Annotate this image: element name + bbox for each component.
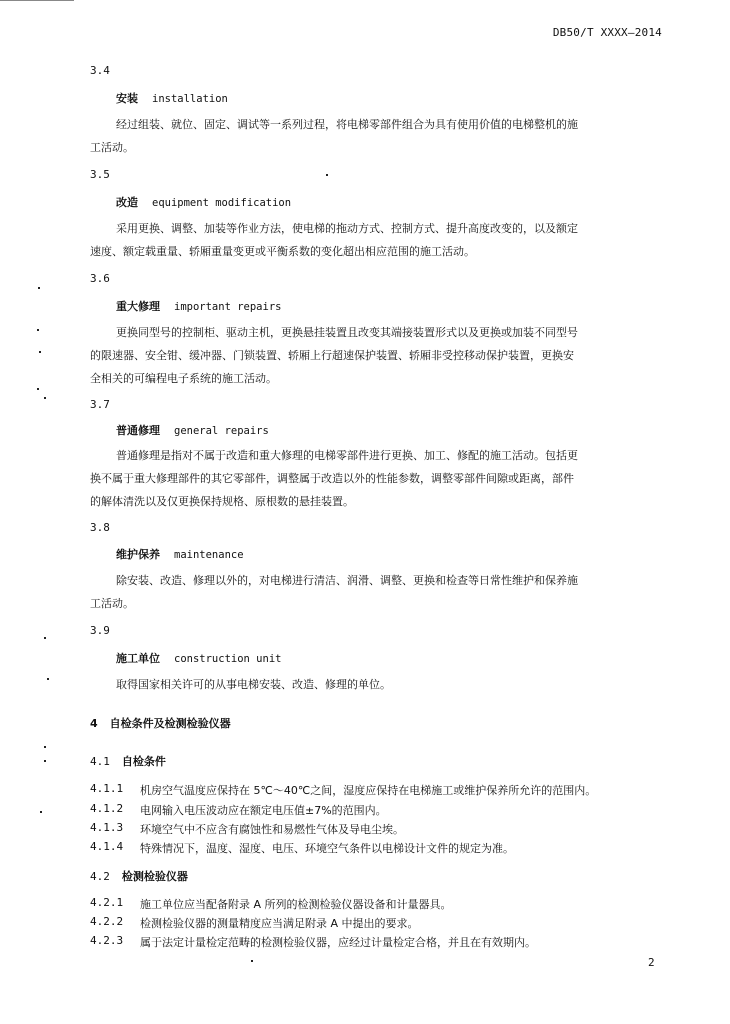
section-number: 3.6 <box>90 272 110 285</box>
item-text: 环境空气中不应含有腐蚀性和易燃性气体及导电尘埃。 <box>140 823 404 836</box>
paragraph-line: 的解体清洗以及仅更换保持规格、原根数的悬挂装置。 <box>90 495 354 508</box>
item-text: 检测检验仪器的测量精度应当满足附录 A 中提出的要求。 <box>140 917 419 930</box>
chapter-number: 4 <box>90 717 98 730</box>
subsection-heading <box>90 868 188 884</box>
subsection-title: 自检条件 <box>121 755 166 768</box>
scan-speck <box>44 746 46 748</box>
paragraph-line: 取得国家相关许可的从事电梯安装、改造、修理的单位。 <box>116 678 391 691</box>
term-en: general repairs <box>174 425 269 437</box>
scan-speck <box>38 287 40 289</box>
scan-speck <box>326 174 328 176</box>
term-cn: 维护保养 <box>116 548 160 561</box>
item-number: 4.2.1 <box>90 896 124 909</box>
scan-speck <box>37 329 39 331</box>
top-rule <box>0 0 74 1</box>
scan-speck <box>39 351 41 353</box>
item-number: 4.2.2 <box>90 915 124 928</box>
subsection-heading <box>90 753 166 769</box>
term-cn: 普通修理 <box>116 424 160 437</box>
scan-speck <box>37 388 39 390</box>
paragraph-line: 速度、额定载重量、轿厢重量变更或平衡系数的变化超出相应范围的施工活动。 <box>90 245 475 258</box>
scan-speck <box>47 678 49 680</box>
paragraph-line: 更换同型号的控制柜、驱动主机，更换悬挂装置且改变其端接装置形式以及更换或加装不同型号 <box>116 326 578 339</box>
subsection-number: 4.1 <box>90 755 110 768</box>
paragraph-line: 工活动。 <box>90 141 134 154</box>
paragraph-line: 除安装、改造、修理以外的，对电梯进行清洁、润滑、调整、更换和检查等日常性维护和保养施 <box>116 574 578 587</box>
term-heading <box>116 298 281 314</box>
scan-speck <box>40 811 42 813</box>
item-text: 施工单位应当配备附录 A 所列的检测检验仪器设备和计量器具。 <box>140 898 452 911</box>
paragraph-line: 经过组装、就位、固定、调试等一系列过程，将电梯零部件组合为具有使用价值的电梯整机的施 <box>116 118 578 131</box>
term-en: maintenance <box>174 549 244 561</box>
term-en: installation <box>152 93 228 105</box>
paragraph-line: 采用更换、调整、加装等作业方法，使电梯的拖动方式、控制方式、提升高度改变的，以及额定 <box>116 222 578 235</box>
term-heading <box>116 194 291 210</box>
item-number: 4.1.3 <box>90 821 124 834</box>
term-heading <box>116 90 228 106</box>
section-number: 3.9 <box>90 624 110 637</box>
paragraph-line: 普通修理是指对不属于改造和重大修理的电梯零部件进行更换、加工、修配的施工活动。包括更 <box>116 449 578 462</box>
subsection-number: 4.2 <box>90 870 110 883</box>
term-en: equipment modification <box>152 197 292 209</box>
term-en: construction unit <box>174 653 282 665</box>
section-number: 3.7 <box>90 398 110 411</box>
item-text: 特殊情况下，温度、湿度、电压、环境空气条件以电梯设计文件的规定为准。 <box>140 842 514 855</box>
paragraph-line: 的限速器、安全钳、缓冲器、门锁装置、轿厢上行超速保护装置、轿厢非受控移动保护装置，更换安 <box>90 349 574 362</box>
section-number: 3.4 <box>90 64 110 77</box>
section-number: 3.8 <box>90 521 110 534</box>
scan-speck <box>44 397 46 399</box>
page-number: 2 <box>648 956 655 969</box>
subsection-title: 检测检验仪器 <box>121 870 188 883</box>
section-number: 3.5 <box>90 168 110 181</box>
term-heading <box>116 422 269 438</box>
item-text: 电网输入电压波动应在额定电压值±7%的范围内。 <box>140 804 387 817</box>
term-cn: 重大修理 <box>116 300 160 313</box>
paragraph-line: 换不属于重大修理部件的其它零部件，调整属于改造以外的性能参数，调整零部件间隙或距离，部件 <box>90 472 574 485</box>
paragraph-line: 全相关的可编程电子系统的施工活动。 <box>90 372 277 385</box>
chapter-title: 自检条件及检测检验仪器 <box>109 717 231 730</box>
item-number: 4.1.2 <box>90 802 124 815</box>
scan-speck <box>44 760 46 762</box>
item-number: 4.1.1 <box>90 782 124 795</box>
term-cn: 施工单位 <box>116 652 160 665</box>
chapter-heading <box>90 715 231 731</box>
term-heading <box>116 546 244 562</box>
paragraph-line: 工活动。 <box>90 597 134 610</box>
term-heading <box>116 650 281 666</box>
doc-code: DB50/T XXXX—2014 <box>552 26 662 39</box>
scan-speck <box>251 960 253 962</box>
term-en: important repairs <box>174 301 282 313</box>
term-cn: 安装 <box>116 92 138 105</box>
scan-speck <box>44 637 46 639</box>
term-cn: 改造 <box>116 196 138 209</box>
item-number: 4.2.3 <box>90 934 124 947</box>
item-text: 属于法定计量检定范畴的检测检验仪器，应经过计量检定合格，并且在有效期内。 <box>140 936 536 949</box>
item-text: 机房空气温度应保持在 5℃～40℃之间，湿度应保持在电梯施工或维护保养所允许的范围内。 <box>140 784 597 797</box>
item-number: 4.1.4 <box>90 840 124 853</box>
